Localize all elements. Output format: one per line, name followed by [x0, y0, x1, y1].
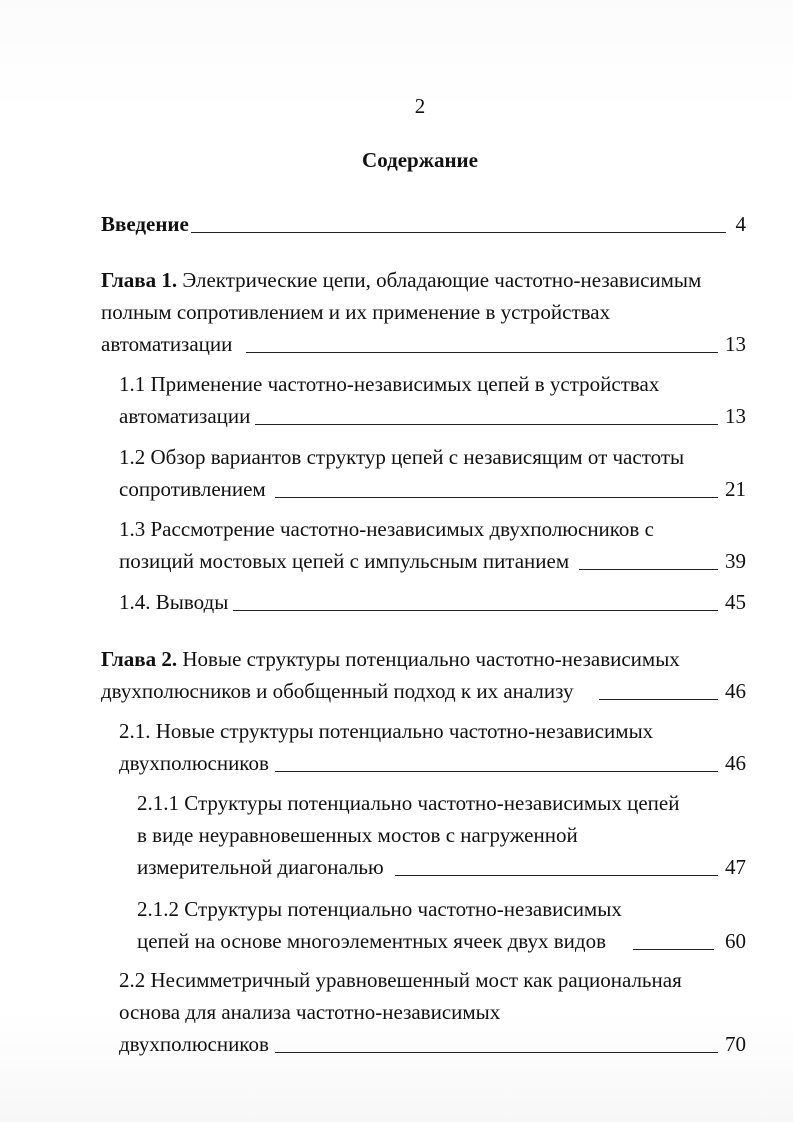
toc-page-number: 60: [725, 929, 746, 953]
toc-page-number: 13: [725, 332, 746, 356]
leader-line: [599, 699, 718, 700]
toc-entry-text: Электрические цепи, обладающие частотно-независимым: [177, 268, 702, 292]
leader-line: [246, 352, 718, 353]
toc-entry-text: полным сопротивлением и их применение в устройствах: [101, 300, 611, 324]
toc-entry-text: 1.3 Рассмотрение частотно-независимых двухполюсников с: [119, 517, 654, 541]
toc-entry-text: 1.1 Применение частотно-независимых цепей в устройствах: [119, 372, 660, 396]
toc-page-number: 45: [725, 590, 746, 614]
leader-line: [275, 771, 718, 772]
leader-line: [633, 949, 714, 950]
toc-entry-text: 2.1.1 Структуры потенциально частотно-независимых цепей: [137, 791, 680, 815]
toc-entry-text: позиций мостовых цепей с импульсным питанием: [119, 549, 570, 573]
chapter-prefix: Глава 2.: [101, 647, 178, 671]
toc-entry-text: сопротивлением: [119, 477, 266, 501]
toc-page-number: 47: [725, 855, 746, 879]
toc-page-number: 13: [725, 404, 746, 428]
toc-entry-text: 2.1. Новые структуры потенциально частотно-независимых: [119, 719, 654, 743]
chapter-prefix: Глава 1.: [101, 268, 178, 292]
leader-line: [579, 569, 718, 570]
toc-entry-text: 2.2 Несимметричный уравновешенный мост как рациональная: [119, 968, 682, 992]
toc-entry-text: Новые структуры потенциально частотно-независимых: [177, 647, 680, 671]
leader-line: [233, 610, 718, 611]
toc-entry-text: двухполюсников: [119, 751, 269, 775]
toc-entry-1-2[interactable]: [119, 441, 746, 505]
page-title: Содержание: [362, 148, 478, 172]
toc-entry-1-3[interactable]: [119, 513, 746, 577]
toc-entry-text: 2.1.2 Структуры потенциально частотно-независимых: [137, 897, 622, 921]
leader-line: [275, 497, 718, 498]
toc-entry-2-1[interactable]: [119, 715, 746, 779]
page-number: 2: [414, 94, 426, 118]
toc-entry-text: автоматизации: [101, 332, 233, 356]
toc-entry-text: в виде неуравновешенных мостов с нагруженной: [137, 823, 578, 847]
toc-entry-text: измерительной диагональю: [137, 855, 384, 879]
toc-entry-text: автоматизации: [119, 404, 251, 428]
toc-entry-label: Введение: [101, 212, 189, 236]
leader-line: [275, 1052, 718, 1053]
toc-entry-text: 1.2 Обзор вариантов структур цепей с независящим от частоты: [119, 445, 685, 469]
toc-entry-text: цепей на основе многоэлементных ячеек двух видов: [137, 929, 606, 953]
leader-line: [255, 424, 718, 425]
toc-page-number: 21: [725, 477, 746, 501]
toc-entry-1-4[interactable]: [119, 586, 746, 618]
toc-entry-text: основа для анализа частотно-независимых: [119, 1000, 501, 1024]
toc-entry-chapter-2[interactable]: [101, 643, 746, 707]
toc-page-number: 46: [725, 751, 746, 775]
toc-entry-chapter-1[interactable]: [101, 264, 746, 360]
toc-entry-1-1[interactable]: [119, 368, 746, 432]
toc-entry-text: 1.4. Выводы: [119, 590, 229, 614]
leader-line: [191, 232, 726, 233]
leader-line: [395, 875, 718, 876]
toc-entry-2-2[interactable]: [119, 964, 746, 1060]
toc-entry-text: двухполюсников: [119, 1032, 269, 1056]
toc-entry-intro[interactable]: [101, 208, 746, 240]
toc-entry-2-1-2[interactable]: [137, 893, 746, 957]
toc-page-number: 4: [735, 212, 746, 236]
toc-page-number: 46: [725, 679, 746, 703]
toc-page-number: 70: [725, 1032, 746, 1056]
toc-entry-text: двухполюсников и обобщенный подход к их анализу: [101, 679, 574, 703]
toc-entry-2-1-1[interactable]: [137, 787, 746, 883]
toc-page-number: 39: [725, 549, 746, 573]
